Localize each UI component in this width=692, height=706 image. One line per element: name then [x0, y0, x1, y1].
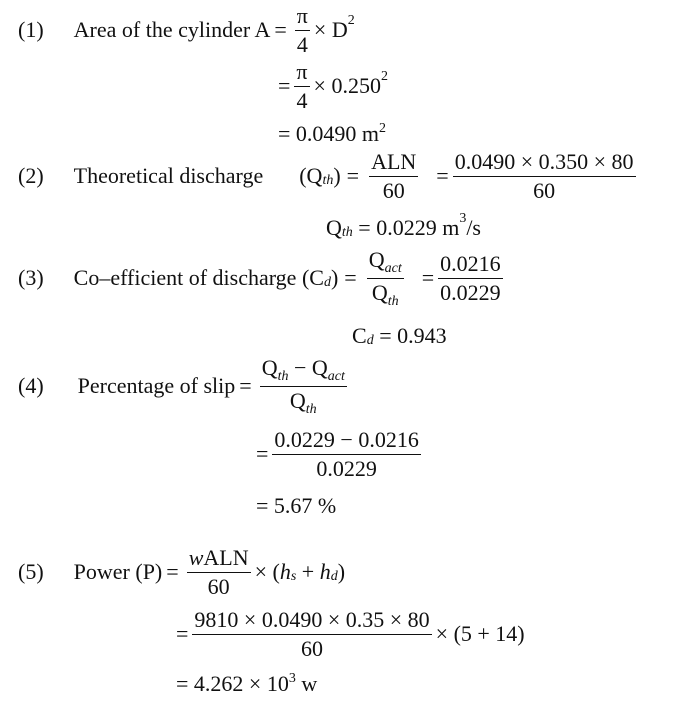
- step2-result: Q th = 0.0229 m 3 /s: [326, 211, 481, 240]
- cd-value-fraction: $\frac{0.0216}{0.0229}$: [440, 250, 501, 305]
- step1-label: Area of the cylinder A: [73, 17, 271, 42]
- step3-line1: (3) Co–efficient of discharge ( C d ) = $\frac{Q_{act}}{Q_{th}}$ = $\frac{0.0216}{0.0229}$: [18, 246, 501, 309]
- step5-label: Power (P): [73, 559, 163, 584]
- step1-line1: (1) Area of the cylinder A = $\frac{\pi}{4}$ × D 2: [18, 2, 355, 57]
- step2-line1: (2) Theoretical discharge ( Q th ) = $\frac{\text{ALN}}{60}$ = $\frac{0.0490 \times 0.350 \times 80}{60}$: [18, 148, 634, 203]
- qact-over-qth-fraction: $\frac{Q_{act}}{Q_{th}}$: [368, 246, 402, 309]
- step1-result: = 0.0490 $m^2$: [278, 121, 387, 146]
- discharge-value-fraction: $\frac{0.0490 \times 0.350 \times 80}{60}$: [454, 148, 634, 203]
- step4-number: (4): [18, 373, 44, 398]
- step3-label: Co–efficient of discharge: [73, 265, 297, 290]
- step3-number: (3): [18, 265, 44, 290]
- step5-line2: = $\frac{9810 \times 0.0490 \times 0.35 \times 80}{60}$ × (5 + 14): [176, 606, 525, 661]
- step3-result: C d = 0.943: [352, 323, 447, 348]
- pi-over-4-fraction: $\frac{\pi}{4}$: [296, 2, 308, 57]
- step2-number: (2): [18, 163, 44, 188]
- step2-label: Theoretical discharge: [73, 163, 264, 188]
- power-formula-fraction: $\frac{\text{wALN}}{60}$: [188, 544, 249, 599]
- step1-number: (1): [18, 17, 44, 42]
- step4-result: = 5.67 %: [256, 493, 337, 518]
- power-value-fraction: $\frac{9810 \times 0.0490 \times 0.35 \times 80}{60}$: [194, 606, 430, 661]
- step4-label: Percentage of slip: [77, 373, 236, 398]
- step5-number: (5): [18, 559, 44, 584]
- step4-line2: = $\frac{0.0229 - 0.0216}{0.0229}$: [256, 426, 419, 481]
- step5-result: = $4.262 \times 10^3$ w: [176, 671, 318, 696]
- step4-line1: (4) Percentage of slip = $\frac{Q_{th} - Q_{act}}{Q_{th}}$: [18, 354, 345, 417]
- aln-over-60-fraction: $\frac{\text{ALN}}{60}$: [371, 148, 417, 203]
- pi-over-4-fraction: $\frac{\pi}{4}$: [296, 58, 308, 113]
- step5-line1: (5) Power (P) = $\frac{\text{wALN}}{60}$ × ( h s + h d ): [18, 544, 346, 599]
- step1-line2: = $\frac{\pi}{4}$ × 0.250 2: [278, 58, 388, 113]
- slip-value-fraction: $\frac{0.0229 - 0.0216}{0.0229}$: [274, 426, 419, 481]
- slip-formula-fraction: $\frac{Q_{th} - Q_{act}}{Q_{th}}$: [261, 354, 345, 417]
